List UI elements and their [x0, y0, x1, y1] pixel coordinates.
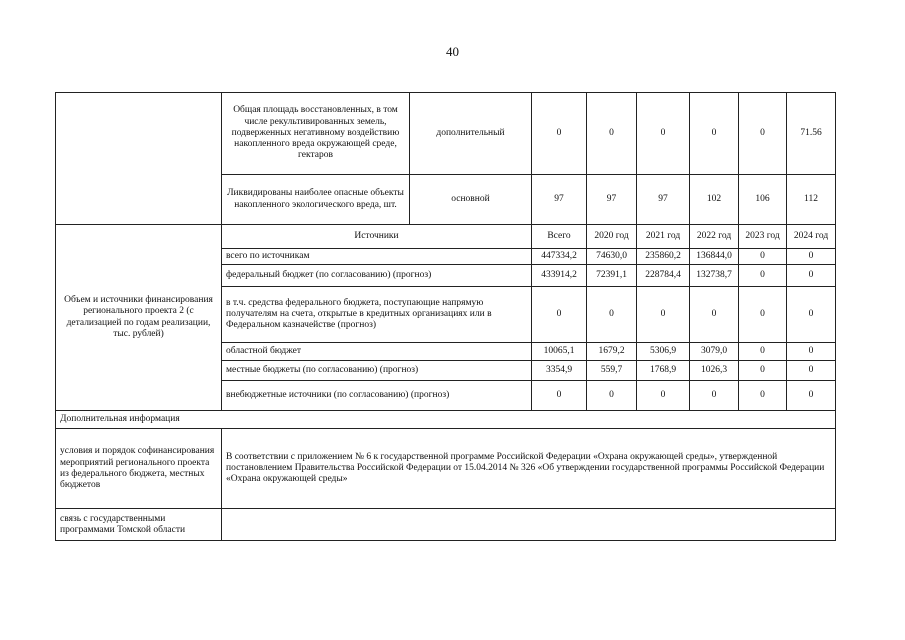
financing-value: 5306,9	[637, 343, 690, 361]
financing-source: всего по источникам	[222, 249, 532, 265]
indicator-type: основной	[410, 175, 532, 225]
financing-value: 0	[532, 287, 587, 343]
indicator-value: 71.56	[787, 93, 836, 175]
financing-value: 0	[739, 381, 787, 411]
header-total: Всего	[532, 225, 587, 249]
financing-value: 0	[637, 287, 690, 343]
financing-value: 0	[787, 343, 836, 361]
financing-value: 0	[739, 343, 787, 361]
financing-value: 447334,2	[532, 249, 587, 265]
financing-value: 559,7	[587, 361, 637, 381]
financing-value: 235860,2	[637, 249, 690, 265]
financing-value: 0	[787, 287, 836, 343]
financing-value: 0	[739, 287, 787, 343]
financing-value: 132738,7	[690, 265, 739, 287]
financing-value: 0	[532, 381, 587, 411]
financing-value: 0	[787, 361, 836, 381]
financing-value: 1679,2	[587, 343, 637, 361]
financing-source: местные бюджеты (по согласованию) (прогноз)	[222, 361, 532, 381]
indicator-value: 0	[532, 93, 587, 175]
financing-value: 0	[690, 381, 739, 411]
financing-value: 0	[587, 381, 637, 411]
indicator-name: Ликвидированы наиболее опасные объекты накопленного экологического вреда, шт.	[222, 175, 410, 225]
cofinancing-row	[56, 429, 836, 509]
financing-header-row	[56, 225, 836, 249]
cofinancing-label: условия и порядок софинансирования мероприятий регионального проекта из федерального бюджета, местных бюджетов	[56, 429, 222, 509]
indicator-label-empty	[56, 93, 222, 225]
indicator-name: Общая площадь восстановленных, в том числе рекультивированных земель, подверженных негативному воздействию накопленного вреда окружающей среде, гектаров	[222, 93, 410, 175]
financing-label: Объем и источники финансирования регионального проекта 2 (с детализацией по годам реализации, тыс. рублей)	[56, 225, 222, 411]
indicator-value: 97	[587, 175, 637, 225]
header-sources: Источники	[222, 225, 532, 249]
header-year-2020: 2020 год	[587, 225, 637, 249]
financing-value: 1768,9	[637, 361, 690, 381]
financing-source: областной бюджет	[222, 343, 532, 361]
indicator-value: 0	[637, 93, 690, 175]
indicator-value: 0	[739, 93, 787, 175]
financing-value: 0	[787, 381, 836, 411]
cofinancing-text: В соответствии с приложением № 6 к государственной программе Российской Федерации «Охрана окружающей среды», утвержденной постановлением Правительства Российской Федерации от 15.04.2014 № 326 «Об утверждении государственной программы Российской Федерации «Охрана окружающей среды»	[222, 429, 836, 509]
programs-label: связь с государственными программами Томской области	[56, 509, 222, 541]
financing-value: 0	[637, 381, 690, 411]
financing-value: 0	[787, 249, 836, 265]
indicator-type: дополнительный	[410, 93, 532, 175]
programs-row	[56, 509, 836, 541]
programs-text	[222, 509, 836, 541]
indicator-value: 97	[532, 175, 587, 225]
financing-source: в т.ч. средства федерального бюджета, поступающие напрямую получателям на счета, открытые в кредитных организациях или в Федеральном казначействе (прогноз)	[222, 287, 532, 343]
financing-value: 433914,2	[532, 265, 587, 287]
indicator-row	[56, 93, 836, 175]
financing-value: 0	[739, 361, 787, 381]
financing-source: федеральный бюджет (по согласованию) (прогноз)	[222, 265, 532, 287]
indicator-value: 106	[739, 175, 787, 225]
financing-value: 10065,1	[532, 343, 587, 361]
indicator-value: 97	[637, 175, 690, 225]
financing-source: внебюджетные источники (по согласованию) (прогноз)	[222, 381, 532, 411]
financing-value: 3354,9	[532, 361, 587, 381]
indicator-value: 0	[690, 93, 739, 175]
financing-value: 0	[587, 287, 637, 343]
financing-value: 1026,3	[690, 361, 739, 381]
additional-info-title-row	[56, 411, 836, 429]
additional-info-title: Дополнительная информация	[56, 411, 836, 429]
indicator-value: 112	[787, 175, 836, 225]
financing-value: 74630,0	[587, 249, 637, 265]
financing-value: 136844,0	[690, 249, 739, 265]
financing-value: 0	[690, 287, 739, 343]
header-year-2022: 2022 год	[690, 225, 739, 249]
header-year-2021: 2021 год	[637, 225, 690, 249]
financing-value: 0	[739, 265, 787, 287]
financing-value: 3079,0	[690, 343, 739, 361]
header-year-2023: 2023 год	[739, 225, 787, 249]
financing-value: 0	[739, 249, 787, 265]
page-number: 40	[446, 44, 459, 59]
project-table	[55, 92, 836, 541]
indicator-value: 0	[587, 93, 637, 175]
header-year-2024: 2024 год	[787, 225, 836, 249]
financing-value: 72391,1	[587, 265, 637, 287]
financing-value: 0	[787, 265, 836, 287]
indicator-value: 102	[690, 175, 739, 225]
financing-value: 228784,4	[637, 265, 690, 287]
